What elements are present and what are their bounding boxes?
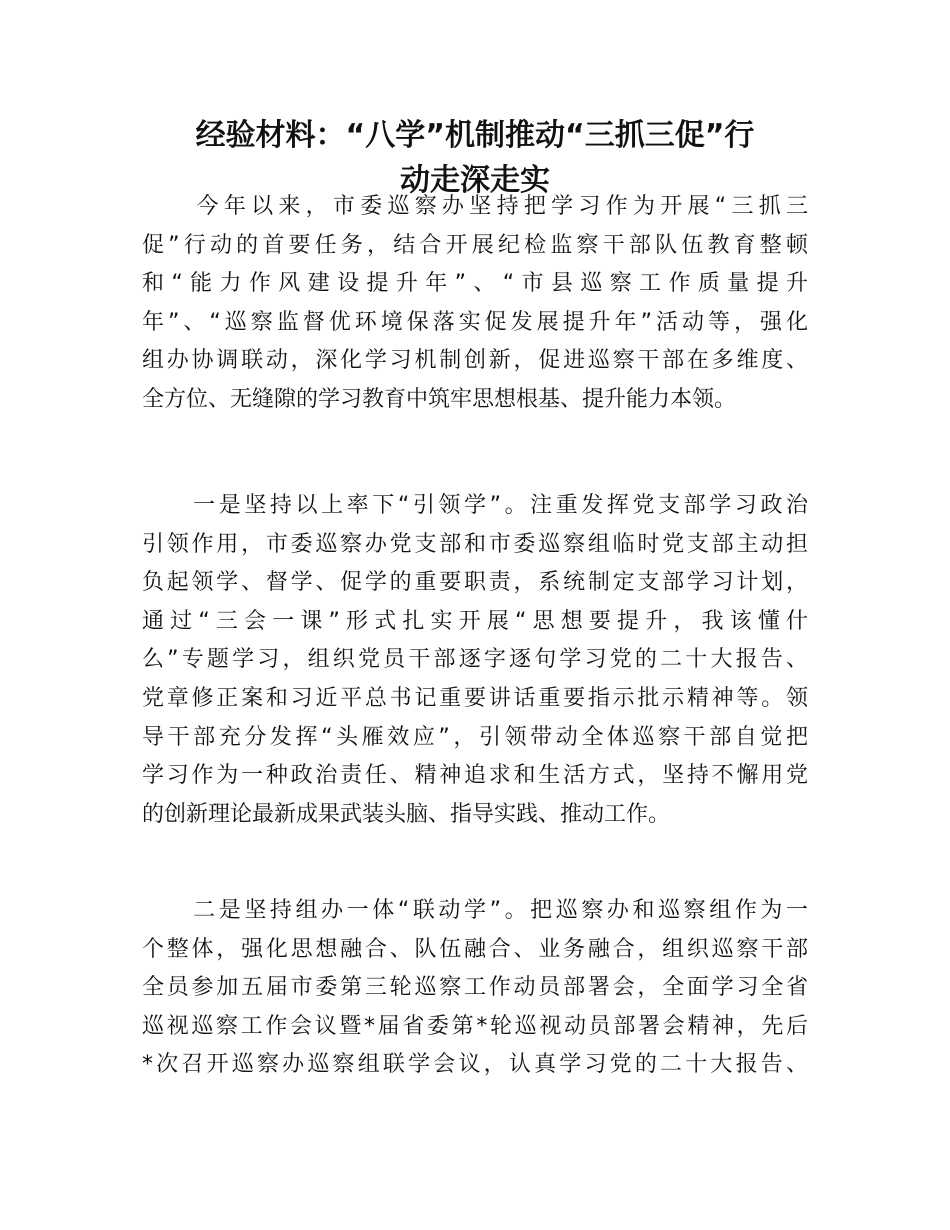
paragraph-intro: [142, 188, 808, 420]
text-line: 导干部充分发挥“头雁效应”，引领带动全体巡察干部自觉把: [142, 724, 808, 750]
text-line: 引领作用，市委巡察办党支部和市委巡察组临时党支部主动担: [142, 531, 808, 557]
title-line: 经验材料：“八学”机制推动“三抓三促”行: [195, 118, 755, 153]
paragraph-leading-study: [142, 487, 808, 834]
text-line: 一是坚持以上率下“引领学”。注重发挥党支部学习政治: [142, 493, 808, 518]
text-line: 巡视巡察工作会议暨*届省委第*轮巡视动员部署会精神，先后: [142, 1013, 808, 1039]
text-line: *次召开巡察办巡察组联学会议，认真学习党的二十大报告、: [142, 1052, 808, 1078]
text-line: 个整体，强化思想融合、队伍融合、业务融合，组织巡察干部: [142, 936, 808, 962]
text-line: 学习作为一种政治责任、精神追求和生活方式，坚持不懈用党: [142, 763, 808, 789]
text-line: 年”、“巡察监督优环境保落实促发展提升年”活动等，强化: [142, 309, 808, 335]
text-line: 促”行动的首要任务，结合开展纪检监察干部队伍教育整顿: [142, 232, 808, 258]
paragraph-joint-study: [142, 892, 808, 1085]
text-line: 全员参加五届市委第三轮巡察工作动员部署会，全面学习全省: [142, 975, 808, 1001]
text-line: 二是坚持组办一体“联动学”。把巡察办和巡察组作为一: [142, 898, 808, 923]
text-line: 全方位、无缝隙的学习教育中筑牢思想根基、提升能力本领。: [142, 386, 737, 412]
text-line: 么”专题学习，组织党员干部逐字逐句学习党的二十大报告、: [142, 647, 808, 673]
text-line: 组办协调联动，深化学习机制创新，促进巡察干部在多维度、: [142, 348, 808, 374]
text-line: 和“能力作风建设提升年”、“市县巡察工作质量提升: [142, 271, 808, 297]
text-line: 的创新理论最新成果武装头脑、指导实践、推动工作。: [142, 801, 671, 827]
text-line: 党章修正案和习近平总书记重要讲话重要指示批示精神等。领: [142, 685, 808, 711]
title-line: 动走深走实: [400, 163, 550, 198]
text-line: 今年以来，市委巡察办坚持把学习作为开展“三抓三: [142, 194, 808, 219]
text-line: 通过“三会一课”形式扎实开展“思想要提升，我该懂什: [142, 608, 808, 634]
text-line: 负起领学、督学、促学的重要职责，系统制定支部学习计划，: [142, 570, 808, 596]
